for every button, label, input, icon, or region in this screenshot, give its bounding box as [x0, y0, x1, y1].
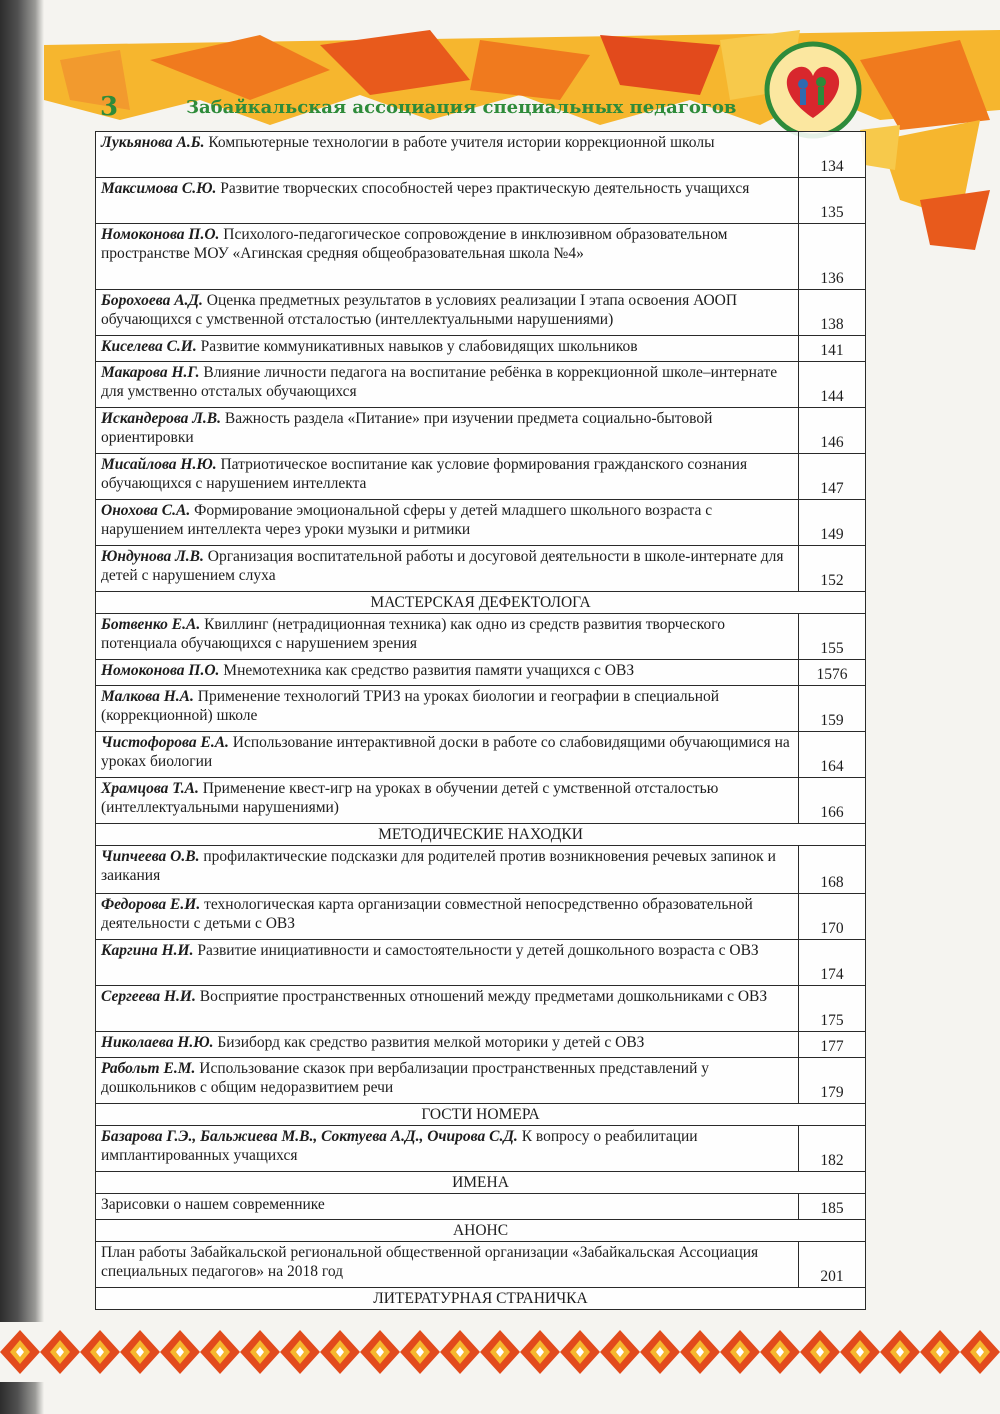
entry-title: Использование сказок при вербализации пространственных представлений у дошкольников с общим недоразвитием речи: [101, 1060, 710, 1096]
entry-text: [96, 132, 799, 178]
entry-author: Лукьянова А.Б.: [101, 134, 205, 151]
entry-title: Зарисовки о нашем современнике: [101, 1196, 325, 1213]
entry-author: Малкова Н.А.: [101, 688, 194, 705]
association-logo: [763, 40, 863, 140]
entry-page-number: 164: [799, 732, 866, 778]
toc-section-heading: [96, 1104, 866, 1126]
entry-page-number: 185: [799, 1194, 866, 1220]
toc-entry: [96, 940, 866, 986]
section-title: ЛИТЕРАТУРНАЯ СТРАНИЧКА: [96, 1288, 866, 1310]
entry-text: [96, 1242, 799, 1288]
entry-title: Важность раздела «Питание» при изучении предмета социально-бытовой ориентировки: [101, 410, 713, 446]
entry-page-number: 147: [799, 454, 866, 500]
entry-text: [96, 778, 799, 824]
entry-page-number: 134: [799, 132, 866, 178]
entry-text: [96, 224, 799, 290]
entry-text: [96, 290, 799, 336]
entry-title: Применение технологий ТРИЗ на уроках биологии и географии в специальной (коррекционной) школе: [101, 688, 720, 724]
decorative-ornament-border: [0, 1322, 1000, 1382]
entry-text: [96, 894, 799, 940]
entry-text: [96, 1032, 799, 1058]
entry-author: Номоконова П.О.: [101, 226, 220, 243]
entry-title: Развитие коммуникативных навыков у слабовидящих школьников: [200, 338, 638, 355]
toc-section-heading: [96, 1288, 866, 1310]
entry-text: [96, 336, 799, 362]
entry-title: Бизиборд как средство развития мелкой моторики у детей с ОВЗ: [217, 1034, 645, 1051]
entry-page-number: 146: [799, 408, 866, 454]
toc-entry: [96, 408, 866, 454]
entry-author: Ботвенко Е.А.: [101, 616, 201, 633]
entry-author: Каргина Н.И.: [101, 942, 194, 959]
toc-entry: [96, 500, 866, 546]
entry-text: [96, 732, 799, 778]
entry-page-number: 136: [799, 224, 866, 290]
entry-title: технологическая карта организации совместной непосредственно образовательной деятельности с детьми с ОВЗ: [101, 896, 753, 932]
toc-entry: [96, 686, 866, 732]
entry-page-number: 179: [799, 1058, 866, 1104]
toc-entry: [96, 1126, 866, 1172]
entry-author: Борохоева А.Д.: [101, 292, 203, 309]
entry-page-number: 152: [799, 546, 866, 592]
entry-author: Максимова С.Ю.: [101, 180, 217, 197]
toc-entry: [96, 132, 866, 178]
entry-title: Мнемотехника как средство развития памяти учащихся с ОВЗ: [223, 662, 635, 679]
entry-author: Юндунова Л.В.: [101, 548, 204, 565]
section-title: ИМЕНА: [96, 1172, 866, 1194]
entry-text: [96, 408, 799, 454]
entry-page-number: 141: [799, 336, 866, 362]
entry-author: Храмцова Т.А.: [101, 780, 199, 797]
entry-title: Оценка предметных результатов в условиях реализации I этапа освоения АООП обучающихся с умственной отсталостью (интеллектуальными нарушениями): [101, 292, 738, 328]
toc-entry: [96, 1058, 866, 1104]
entry-text: [96, 546, 799, 592]
entry-text: [96, 1126, 799, 1172]
entry-author: Онохова С.А.: [101, 502, 191, 519]
toc-entry: [96, 986, 866, 1032]
entry-title: профилактические подсказки для родителей против возникновения речевых запинок и заикания: [101, 848, 776, 884]
entry-title: Влияние личности педагога на воспитание ребёнка в коррекционной школе–интернате для умственно отсталых обучающихся: [101, 364, 778, 400]
toc-entry: [96, 336, 866, 362]
entry-author: Киселева С.И.: [101, 338, 197, 355]
entry-author: Номоконова П.О.: [101, 662, 220, 679]
entry-author: Мисайлова Н.Ю.: [101, 456, 217, 473]
entry-page-number: 159: [799, 686, 866, 732]
entry-text: [96, 178, 799, 224]
entry-title: Развитие творческих способностей через практическую деятельность учащихся: [220, 180, 750, 197]
toc-entry: [96, 546, 866, 592]
entry-text: [96, 1058, 799, 1104]
entry-author: Николаева Н.Ю.: [101, 1034, 214, 1051]
entry-author: Чипчеева О.В.: [101, 848, 200, 865]
entry-page-number: 166: [799, 778, 866, 824]
entry-text: [96, 500, 799, 546]
toc-entry: [96, 778, 866, 824]
entry-title: План работы Забайкальской региональной общественной организации «Забайкальская Ассоциация специальных педагогов» на 2018 год: [101, 1244, 759, 1280]
toc-section-heading: [96, 1172, 866, 1194]
toc-entry: [96, 290, 866, 336]
page-number: 3: [100, 92, 119, 122]
entry-page-number: 182: [799, 1126, 866, 1172]
entry-page-number: 155: [799, 614, 866, 660]
entry-title: Компьютерные технологии в работе учителя истории коррекционной школы: [208, 134, 715, 151]
entry-page-number: 1576: [799, 660, 866, 686]
toc-entry: [96, 178, 866, 224]
entry-title: Использование интерактивной доски в работе со слабовидящими обучающимися на уроках биологии: [101, 734, 790, 770]
entry-author: Чистофорова Е.А.: [101, 734, 229, 751]
entry-author: Федорова Е.И.: [101, 896, 201, 913]
entry-text: [96, 454, 799, 500]
entry-page-number: 144: [799, 362, 866, 408]
toc-entry: [96, 1032, 866, 1058]
entry-text: [96, 1194, 799, 1220]
entry-title: Развитие инициативности и самостоятельности у детей дошкольного возраста с ОВЗ: [197, 942, 759, 959]
entry-page-number: 174: [799, 940, 866, 986]
entry-text: [96, 362, 799, 408]
toc-entry: [96, 732, 866, 778]
entry-title: Организация воспитательной работы и досуговой деятельности в школе-интернате для детей с нарушением слуха: [101, 548, 784, 584]
entry-page-number: 168: [799, 846, 866, 894]
entry-page-number: 149: [799, 500, 866, 546]
entry-author: Искандерова Л.В.: [101, 410, 221, 427]
toc-entry: [96, 846, 866, 894]
table-of-contents: [95, 131, 866, 1310]
toc-entry: [96, 894, 866, 940]
section-title: МЕТОДИЧЕСКИЕ НАХОДКИ: [96, 824, 866, 846]
entry-title: Формирование эмоциональной сферы у детей младшего школьного возраста с нарушением интеллекта через уроки музыки и ритмики: [101, 502, 713, 538]
entry-page-number: 177: [799, 1032, 866, 1058]
entry-page-number: 201: [799, 1242, 866, 1288]
entry-author: Базарова Г.Э., Бальжиева М.В., Соктуева А.Д., Очирова С.Д.: [101, 1128, 518, 1145]
section-title: ГОСТИ НОМЕРА: [96, 1104, 866, 1126]
entry-title: Восприятие пространственных отношений между предметами дошкольниками с ОВЗ: [199, 988, 768, 1005]
entry-page-number: 175: [799, 986, 866, 1032]
entry-page-number: 135: [799, 178, 866, 224]
toc-entry: [96, 660, 866, 686]
entry-text: [96, 614, 799, 660]
entry-text: [96, 660, 799, 686]
toc-entry: [96, 362, 866, 408]
section-title: МАСТЕРСКАЯ ДЕФЕКТОЛОГА: [96, 592, 866, 614]
entry-page-number: 138: [799, 290, 866, 336]
section-title: АНОНС: [96, 1220, 866, 1242]
toc-entry: [96, 454, 866, 500]
toc-section-heading: [96, 592, 866, 614]
entry-text: [96, 846, 799, 894]
entry-author: Макарова Н.Г.: [101, 364, 200, 381]
entry-page-number: 170: [799, 894, 866, 940]
entry-title: Квиллинг (нетрадиционная техника) как одно из средств развития творческого потенциала обучающихся с нарушением зрения: [101, 616, 725, 652]
toc-entry: [96, 614, 866, 660]
toc-entry: [96, 1194, 866, 1220]
toc-section-heading: [96, 824, 866, 846]
entry-title: Психолого-педагогическое сопровождение в инклюзивном образовательном пространстве МОУ «Агинская средняя общеобразовательная школа №4»: [101, 226, 728, 262]
entry-text: [96, 986, 799, 1032]
entry-author: Рабольт Е.М.: [101, 1060, 196, 1077]
toc-entry: [96, 1242, 866, 1288]
entry-title: Патриотическое воспитание как условие формирования гражданского сознания обучающихся с нарушением интеллекта: [101, 456, 748, 492]
entry-text: [96, 686, 799, 732]
toc-section-heading: [96, 1220, 866, 1242]
entry-text: [96, 940, 799, 986]
entry-title: К вопросу о реабилитации имплантированных учащихся: [101, 1128, 698, 1164]
toc-entry: [96, 224, 866, 290]
entry-title: Применение квест-игр на уроках в обучении детей с умственной отсталостью (интеллектуальными нарушениями): [101, 780, 719, 816]
journal-title: Забайкальская ассоциация специальных педагогов: [186, 97, 737, 118]
entry-author: Сергеева Н.И.: [101, 988, 196, 1005]
